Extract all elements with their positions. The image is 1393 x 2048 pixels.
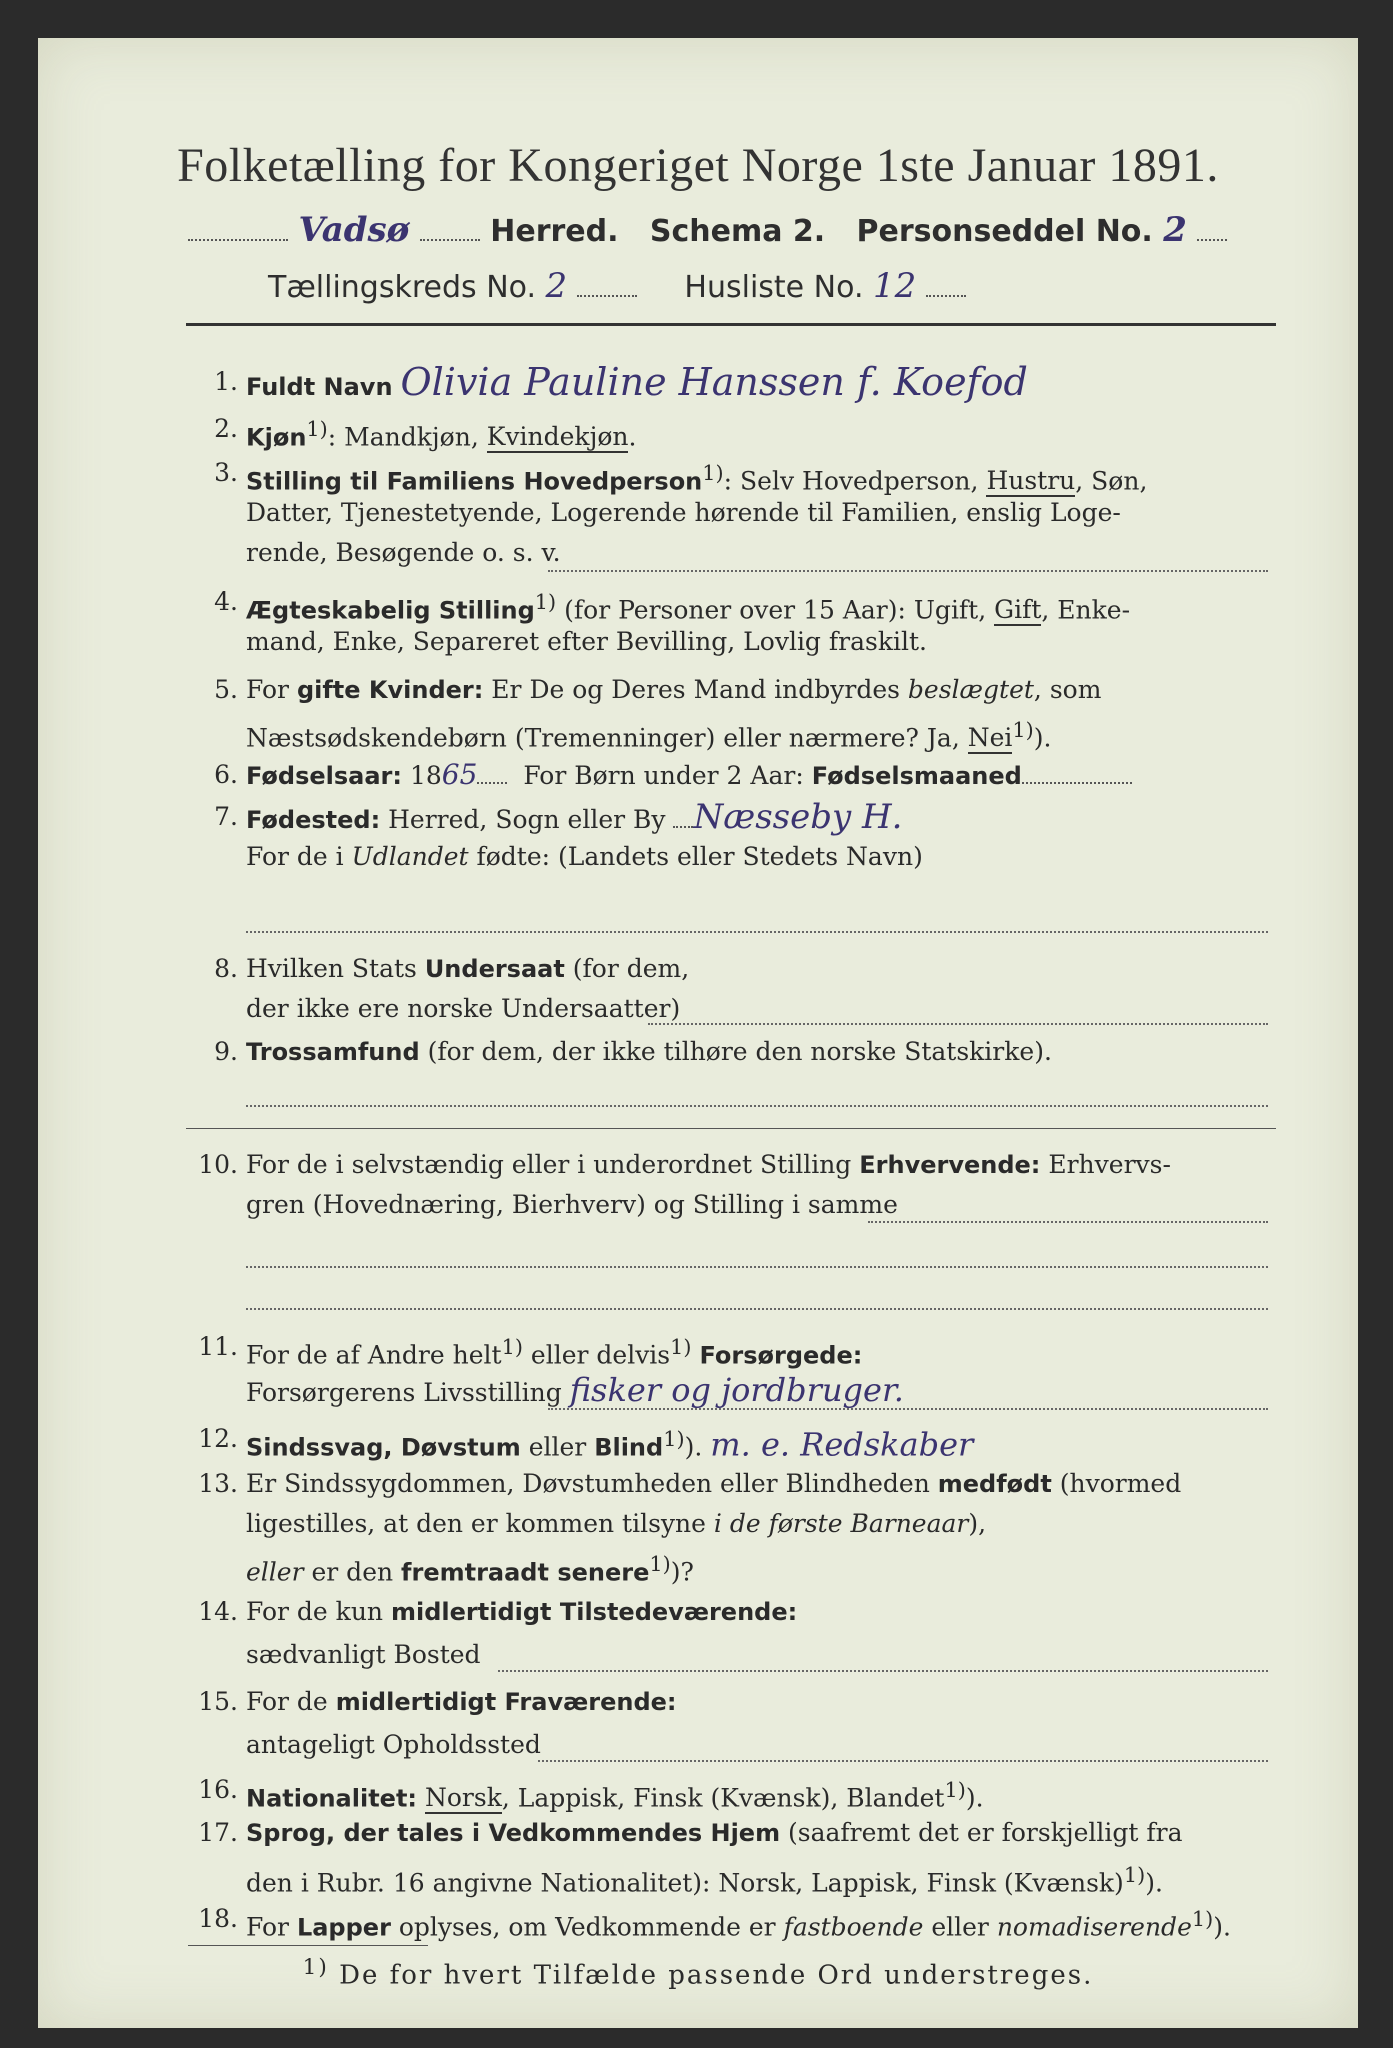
footnote-mark: 1) [663,1427,685,1451]
item-text: Datter, Tjenestetyende, Logerende hørende til Familien, enslig Loge- [246,498,1121,527]
item-text: For de [246,1687,336,1716]
footnote-mark: 1) [702,461,724,485]
item-text: (hvormed [1051,1469,1182,1498]
selected-option: Gift [994,595,1042,625]
item-text: For [246,1912,297,1942]
item-number: 3. [214,458,238,487]
item-label: Ægteskabelig Stilling [246,596,535,625]
item-number: 2. [214,414,238,443]
item-text: der ikke ere norske Undersaatter) [246,994,681,1023]
item-text: ), [968,1509,987,1538]
full-name-value: Olivia Pauline Hanssen f. Koefod [400,360,1028,404]
item-text: , Søn, [1075,466,1148,496]
item-label: Trossamfund [246,1038,420,1066]
footnote [38,1955,1358,1991]
footnote-mark: 1) [1123,1863,1146,1887]
birth-year-value: 65 [441,758,478,791]
section-rule [186,1128,1276,1129]
husliste-no: 12 [873,266,917,306]
item-label: Stilling til Familiens Hovedperson [246,467,703,496]
item-text: gren (Hovednæring, Bierhverv) og Stilling i samme [246,1190,898,1219]
item-label: gifte Kvinder: [296,676,484,704]
item-text: , Enke- [1041,595,1131,625]
item-number: 17. [198,1818,238,1847]
footnote-mark: 1) [501,1335,523,1359]
item-number: 14. [198,1597,238,1626]
answer-line [498,1670,1268,1672]
item-text: eller delvis [522,1340,671,1370]
item-text: eller [520,1432,595,1462]
footnote-mark: 1) [534,590,557,614]
footnote-mark: 1) [306,417,328,441]
footnote-text: De for hvert Tilfælde passende Ord understreges. [339,1960,1094,1991]
personseddel-label: Personseddel No. [856,214,1153,249]
item-text: ligestilles, at den er kommen tilsyne [246,1509,714,1538]
selected-option: Kvindekjøn [486,422,629,452]
item-label: fremtraadt senere [401,1558,650,1587]
herred-label: Herred. [490,214,619,249]
item-text: sædvanligt Bosted [246,1640,481,1669]
item-text: For Børn under 2 Aar: [523,761,812,790]
item-label: Nationalitet: [246,1784,418,1813]
item-text: eller [923,1912,997,1942]
item-text: Erhvervs- [1040,1150,1171,1179]
item-number: 10. [198,1150,238,1179]
item-text: (for dem, der ikke tilhøre den norske Statskirke). [419,1037,1052,1066]
item-text: (for Personer over 15 Aar): Ugift, [556,595,995,625]
personseddel-no: 2 [1163,210,1187,250]
answer-line [246,1266,1268,1268]
item-text: )? [670,1557,694,1587]
item-label: Sindssvag, Døvstum [246,1433,521,1462]
item-text: Er Sindssygdommen, Døvstumheden eller Blindheden [246,1469,938,1498]
item-text: ). [684,1432,703,1462]
item-text: For de i [246,842,352,871]
item-label: Forsørgede: [699,1341,863,1370]
item-text: eller [246,1557,304,1587]
answer-line [648,1023,1268,1025]
item-label: Fødested: [246,806,381,834]
footnote-mark: 1) [670,1335,692,1359]
item-text: Herred, Sogn eller By [380,805,674,834]
item-label: Erhvervende: [859,1151,1041,1179]
form-title: Folketælling for Kongeriget Norge 1ste Januar 1891. [177,139,1219,192]
census-form: Folketælling for Kongeriget Norge 1ste Januar 1891. Vadsø Herred. Schema 2. Personseddel No. 2 Tællingskreds No. 2 Husliste No. 12 1. Fuldt Navn Olivia Pauline Hanssen f. Koefod 2. Kjøn$^{1)}$: Mandkjøn, Kvindekjøn. 3. Stilling til Familiens Hovedperson$^{1)}$: Selv Hovedperson, Hustru, Søn, Datter, Tjenestetyende, Logerende hørende til Familien, enslig Loge- rende, Besøgende o. s. v. 4. Ægteskabelig Stilling$^{1)}$ (for Personer over 15 Aar): Ugift, Gift, Enke- mand, Enke, Separeret efter Bevilling, Lovlig fraskilt. 5. For gifte Kvinder: Er De og Deres Mand indbyrdes beslægtet, som Næstsødskendebørn (Tremenninger) eller nærmere? Ja, Nei$^{1)}$). 6. Fødselsaar: 1865 For Børn under 2 Aar: Fødselsmaaned 7. Fødested: Herred, Sogn eller By Næsseby H. For de i Udlandet fødte: (Landets eller Stedets Navn) 8. Hvilken Stats Undersaat (for dem, der ikke ere norske Undersaatter) 9. Trossamfund (for dem, der ikke tilhøre den norske Statskirke). 10. For de i selvstændig eller i underordnet Stilling Erhvervende: Erhvervs- gren (Hovednæring, Bierhverv) og Stilling i samme 11. For de af Andre helt$^{1)}$ eller delvis$^{1)}$ Forsørgede: Forsørgerens Livsstilling fisker og jordbruger. 12. Sindssvag, Døvstum eller Blind$^{1)}$). m. e. Redskaber 13. Er Sindssygdommen, Døvstumheden eller Blindheden medfødt (hvormed ligestilles, at den er kommen tilsyne i de første Barneaar), eller er den fremtraadt senere$^{1)}$)? 14. For de kun midlertidigt Tilstedeværende: sædvanligt Bosted 15. For de midlertidigt Fraværende: antageligt Opholdssted 16. Nationalitet: Norsk, Lappisk, Finsk (Kvænsk), Blandet$^{1)}$). 17. Sprog, der tales i Vedkommendes Hjem (saafremt det er forskjelligt fra den i Rubr. 16 angivne Nationalitet): Norsk, Lappisk, Finsk (Kvænsk)$^{1)}$). 18. For Lapper oplyses, om Vedkommende er fastboende eller nomadiserende$^{1)}$). $^{1)}$ De for hvert Tilfælde passende Ord understreges. [38,38,1358,2028]
item-label: Undersaat [424,955,565,983]
item-text: For de kun [246,1597,391,1626]
kreds-label: Tællingskreds No. [268,270,536,305]
item-text: Hvilken Stats [246,954,425,983]
item-number: 1. [214,367,238,396]
answer-line [246,931,1268,933]
item-text: For de i selvstændig eller i underordnet Stilling [246,1150,860,1179]
item-number: 7. [214,802,238,831]
item-text: (for dem, [564,954,690,983]
item-text: fødte: (Landets eller Stedets Navn) [468,842,923,871]
answer-line [548,570,1268,572]
selected-option: Norsk [424,1783,502,1813]
item-number: 12. [198,1424,238,1453]
item-text: fastboende [783,1912,924,1942]
item-text: i de første Barneaar [713,1509,969,1538]
disability-value: m. e. Redskaber [710,1425,974,1464]
item-label: midlertidigt Fraværende: [335,1688,677,1716]
herred-value: Vadsø [298,210,410,250]
item-text: : Mandkjøn, [327,422,487,452]
footnote-mark: 1) [944,1778,966,1802]
item-text: For de af Andre helt [246,1340,502,1370]
item-text: er den [303,1557,402,1587]
selected-option: Hustru [986,466,1076,496]
item-label: medfødt [937,1470,1052,1498]
item-label: Lapper [296,1913,391,1942]
item-number: 11. [198,1332,238,1361]
item-number: 9. [214,1037,238,1066]
item-number: 8. [214,954,238,983]
item-text: rende, Besøgende o. s. v. [246,538,561,567]
item-text: , Lappisk, Finsk (Kvænsk), Blandet [501,1783,945,1813]
birthplace-value: Næsseby H. [693,797,903,837]
answer-line [868,1221,1268,1223]
provider-occupation-value: fisker og jordbruger. [569,1371,904,1409]
item-text: For [246,675,297,704]
item-text: Er De og Deres Mand indbyrdes [483,675,908,704]
schema-label: Schema 2. [649,214,826,249]
footnote-mark: 1) [649,1552,671,1576]
item-text: den i Rubr. 16 angivne Nationalitet): Norsk, Lappisk, Finsk (Kvænsk) [246,1868,1124,1898]
answer-line [538,1760,1268,1762]
item-text: 18 [402,761,442,790]
item-text: nomadiserende [996,1912,1192,1942]
header-rule [186,323,1276,326]
item-number: 4. [214,587,238,616]
item-label: Kjøn [246,423,307,452]
item-number: 13. [198,1469,238,1498]
item-text: ). [1033,723,1052,753]
item-text: Udlandet [351,842,469,871]
header-line-1 [188,210,1227,250]
item-label: Fødselsaar: [246,762,402,790]
header-line-2 [268,266,966,306]
footnote-mark: 1) [1191,1907,1214,1931]
item-text: oplyses, om Vedkommende er [390,1912,784,1942]
item-number: 15. [198,1687,238,1716]
item-text: mand, Enke, Separeret efter Bevilling, Lovlig fraskilt. [246,627,927,656]
kreds-no: 2 [545,266,568,306]
footnote-rule [188,1945,428,1946]
item-text: , som [1033,675,1102,704]
item-text: Forsørgerens Livsstilling [246,1378,562,1407]
item-text: antageligt Opholdssted [246,1730,541,1759]
item-text: (saafremt det er forskjelligt fra [780,1818,1183,1847]
item-label: Fuldt Navn [246,373,393,401]
selected-option: Nei [967,723,1013,753]
answer-line [548,1408,1268,1410]
item-text: Næstsødskendebørn (Tremenninger) eller nærmere? Ja, [246,723,968,753]
item-number: 6. [214,760,238,789]
item-text: : Selv Hovedperson, [723,466,987,496]
item-label: midlertidigt Tilstedeværende: [390,1598,798,1626]
answer-line [246,1308,1268,1310]
item-label: Sprog, der tales i Vedkommendes Hjem [246,1819,781,1847]
husliste-label: Husliste No. [684,270,864,305]
item-number: 16. [198,1775,238,1804]
item-text: beslægtet [907,675,1034,704]
footnote-mark: 1) [302,1955,329,1980]
item-label: Fødselsmaaned [811,762,1022,790]
item-number: 5. [214,675,238,704]
item-label: Blind [594,1433,664,1462]
footnote-mark: 1) [1012,718,1034,742]
answer-line [246,1105,1268,1107]
item-number: 18. [198,1904,238,1933]
